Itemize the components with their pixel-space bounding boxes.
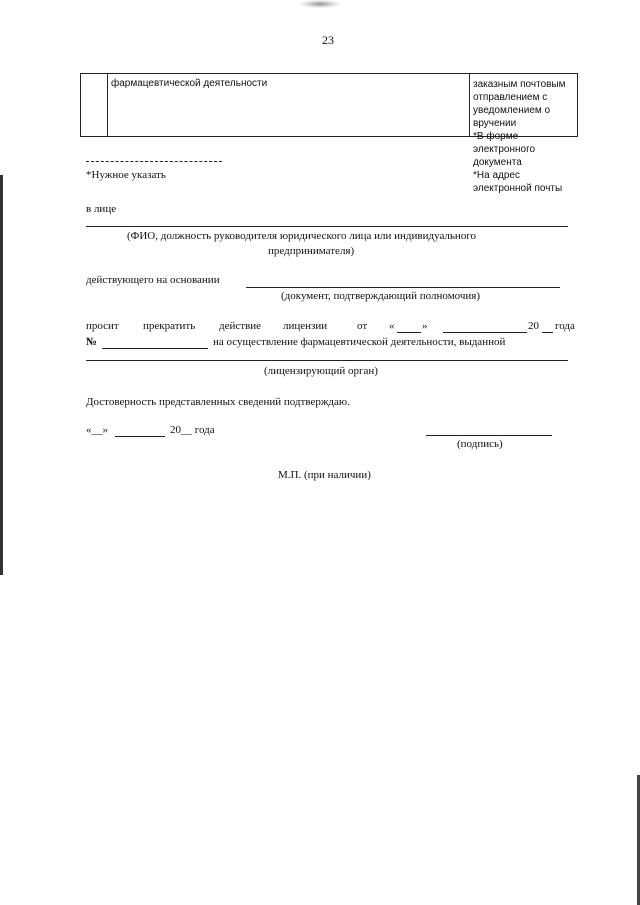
in-person-label: в лице: [86, 203, 117, 215]
table-cell-delivery: [470, 74, 577, 194]
request-word: лицензии: [283, 320, 328, 332]
request-word: просит: [86, 320, 119, 332]
table-cell-index: [81, 74, 108, 136]
basis-blank-line: [246, 287, 560, 288]
signature-line: [426, 435, 552, 436]
licensor-caption: (лицензирующий орган): [264, 365, 378, 377]
request-word: от: [357, 320, 368, 332]
licensor-blank-line: [86, 360, 568, 361]
month-blank-line: [443, 332, 527, 333]
request-word: действие: [219, 320, 262, 332]
delivery-line: *В форме электронного документа: [473, 131, 536, 168]
delivery-line: уведомлением о вручении: [473, 105, 551, 129]
sign-date-open: «__»: [86, 424, 108, 436]
sign-year: 20__ года: [170, 424, 215, 436]
request-word: прекратить: [143, 320, 196, 332]
confirmation-text: Достоверность представленных сведений подтверждаю.: [86, 396, 350, 408]
year-suffix: года: [555, 320, 575, 332]
license-number-line: [102, 348, 208, 349]
fio-caption-line1: (ФИО, должность руководителя юридического лица или индивидуального: [127, 230, 477, 242]
signature-caption: (подпись): [457, 438, 503, 450]
delivery-line: заказным почтовым отправлением с: [473, 79, 566, 103]
number-sign: №: [86, 336, 98, 348]
day-blank-line: [397, 332, 421, 333]
year-prefix: 20: [528, 320, 539, 332]
scan-speck: [300, 0, 340, 8]
sign-month-line: [115, 436, 165, 437]
stamp-placeholder: М.П. (при наличии): [278, 469, 371, 481]
fio-caption-line2: предпринимателя): [268, 245, 355, 257]
table-cell-activity: фармацевтической деятельности: [108, 74, 470, 136]
page-number: 23: [322, 33, 334, 47]
basis-caption: (документ, подтверждающий полномочия): [281, 290, 481, 302]
basis-label: действующего на основании: [86, 274, 220, 286]
footnote: *Нужное указать: [86, 169, 166, 181]
date-quote-close: »: [422, 320, 428, 332]
footnote-separator: [86, 161, 222, 162]
delivery-line: *На адрес электронной почты: [473, 170, 563, 194]
scan-edge-left: [0, 175, 3, 575]
license-text: на осуществление фармацевтической деятельности, выданной: [213, 336, 506, 348]
date-quote-open: «: [389, 320, 395, 332]
year-blank-line: [542, 332, 553, 333]
fio-blank-line: [86, 226, 568, 227]
